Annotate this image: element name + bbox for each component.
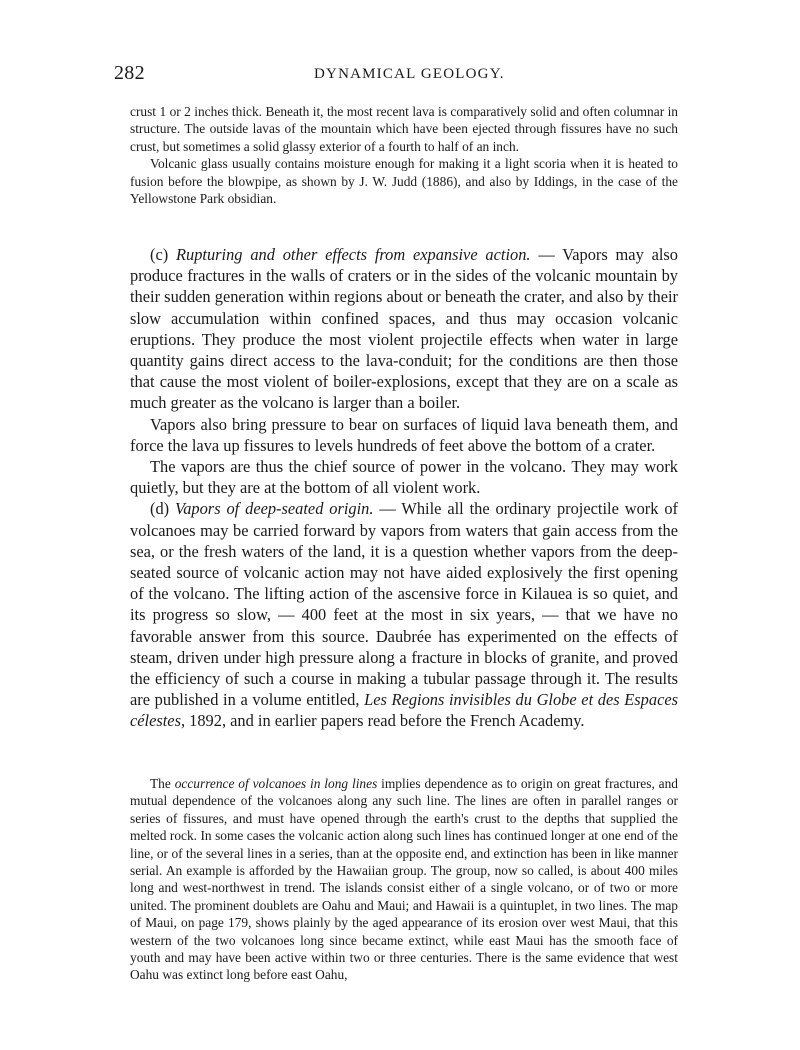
volcano-lines-note bbox=[130, 775, 678, 984]
running-title: DYNAMICAL GEOLOGY. bbox=[314, 66, 505, 82]
rupturing-paragraph bbox=[130, 244, 678, 414]
section-title-d: Vapors of deep-seated origin. bbox=[175, 499, 374, 519]
long-lines-text: implies dependence as to origin on great fractures, and mutual dependence of the volcanoes along any such line. The lines are often in parallel ranges or series of fissures, and must have opened through the earth's crust to the depths that supplied the melted rock. In some cases the volcanic action along such lines has continued longer at one end of the line, or of the several lines in a series, than at the opposite end, and extinction has been in like manner serial. An example is afforded by the Hawaiian group. The group, now so called, is about 400 miles long and west-northwest in trend. The islands consist either of a single volcano, or of two or more united. The prominent doublets are Oahu and Maui; and Hawaii is a quintuplet, in two lines. The map of Maui, on page 179, shows plainly by the aged appearance of its erosion over west Maui, that this western of the two volcanoes long since became extinct, while east Maui has the smooth face of youth and may have been active within two or three centuries. There is the same evidence that west Oahu was extinct long before east Oahu, bbox=[130, 776, 678, 983]
page-number: 282 bbox=[114, 62, 145, 84]
volcanic-glass-paragraph: Volcanic glass usually contains moisture enough for making it a light scoria when it is heated to fusion before the blowpipe, as shown by J. W. Judd (1886), and also by Iddings, in the case of the Yellowstone Park obsidian. bbox=[130, 156, 678, 207]
crust-paragraph: crust 1 or 2 inches thick. Beneath it, the most recent lava is comparatively solid and often columnar in structure. The outside lavas of the mountain which have been ejected through fissures have no such crust, but sometimes a solid glassy exterior of a fourth to half of an inch. bbox=[130, 104, 678, 154]
section-title-c: Rupturing and other effects from expansive action. bbox=[176, 245, 531, 264]
rupturing-text: — Vapors may also produce fractures in the walls of craters or in the sides of the volcanic mountain by their sudden generation within regions about or beneath the crater, and also by their slow accumulation within confined spaces, and thus may occasion volcanic eruptions. They produce the most violent projectile effects when water in large quantity gains direct access to the lava-conduit; for the conditions are then those that cause the most violent of boiler-explosions, except that they are on a scale as much greater as the volcano is larger than a boiler. bbox=[130, 245, 678, 413]
vapors-power-paragraph: The vapors are thus the chief source of power in the volcano. They may work quietly, but they are at the bottom of all violent work. bbox=[130, 457, 678, 498]
continued-small-text bbox=[130, 103, 678, 207]
deep-seated-text: — While all the ordinary projectile work of volcanoes may be carried forward by vapors from waters that gain access from the sea, or the fresh waters of the land, it is a question whether vapors from the deep-seated source of volcanic action may not have aided explosively the first opening of the volcano. The lifting action of the ascensive force in Kilauea is so quiet, and its progress so slow, — 400 feet at the most in six years, — that we have no favorable answer from this source. Daubrée has experimented on the effects of steam, driven under high pressure along a fracture in blocks of granite, and proved the efficiency of such a course in making a tubular passage through it. The results are published in a volume entitled, bbox=[130, 499, 678, 710]
long-lines-paragraph bbox=[130, 775, 678, 984]
section-label-d: (d) bbox=[150, 499, 170, 519]
long-lines-lead: The bbox=[150, 776, 175, 791]
book-title: Les Regions invisibles du Globe et des Espaces célestes bbox=[130, 690, 678, 731]
section-label-c: (c) bbox=[150, 245, 169, 264]
deep-seated-paragraph bbox=[130, 498, 678, 731]
page-header bbox=[114, 62, 680, 90]
vapors-pressure-paragraph: Vapors also bring pressure to bear on surfaces of liquid lava beneath them, and force the lava up fissures to levels hundreds of feet above the bottom of a crater. bbox=[130, 414, 678, 455]
deep-seated-text-end: , 1892, and in earlier papers read before the French Academy. bbox=[180, 711, 585, 731]
main-text bbox=[130, 244, 678, 732]
long-lines-italic: occurrence of volcanoes in long lines bbox=[174, 776, 378, 791]
